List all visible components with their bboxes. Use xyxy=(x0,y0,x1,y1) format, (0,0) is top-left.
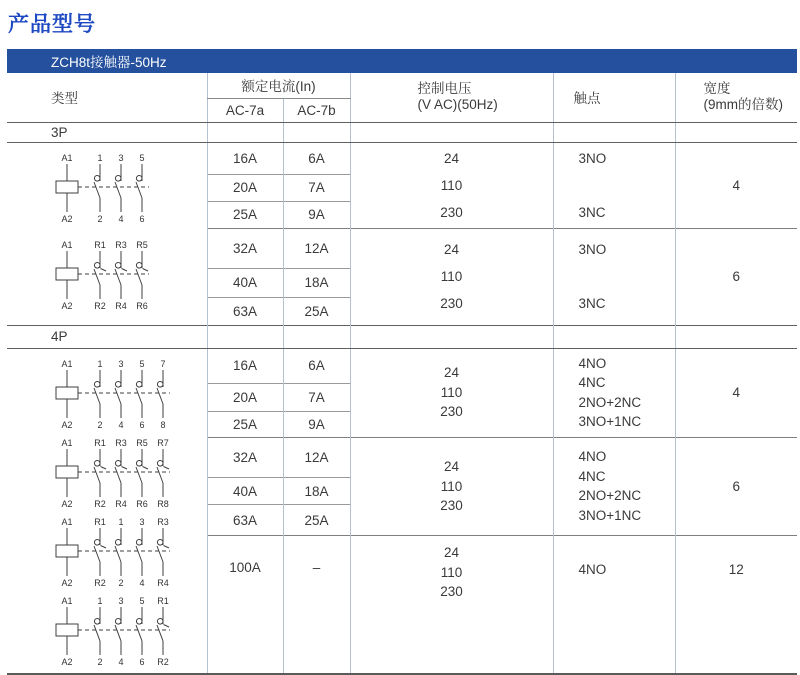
nc-contact-hook xyxy=(157,539,163,545)
pole-terminal-label: R6 xyxy=(136,498,148,509)
pole-terminal-label: R1 xyxy=(94,239,106,250)
width-header-line1: 宽度 xyxy=(703,81,731,97)
section-label: 4P xyxy=(7,325,207,348)
cell-ac7b-value: 12A xyxy=(283,437,350,478)
cell-control-voltages: 24 110 230 xyxy=(350,142,553,228)
pole-terminal-label: 5 xyxy=(139,595,145,606)
pole-terminal-label: 1 xyxy=(97,358,103,369)
section-empty-cell xyxy=(553,122,675,142)
coil-terminal-label: A1 xyxy=(61,437,73,448)
pole-terminal-label: 2 xyxy=(97,656,103,667)
col-header-control-voltage xyxy=(350,73,553,122)
pole-terminal-label: 1 xyxy=(97,152,103,163)
cell-ac7b-value: 6A xyxy=(283,348,350,383)
product-band-title: ZCH8t接触器-50Hz xyxy=(51,55,167,70)
col-header-type: 类型 xyxy=(7,73,207,122)
col-header-ac7b: AC-7b xyxy=(283,98,350,122)
coil-terminal-label: A1 xyxy=(61,516,73,527)
pole-terminal-label: R2 xyxy=(94,498,106,509)
section-empty-cell xyxy=(283,325,350,348)
pole-terminal-label: R8 xyxy=(157,498,169,509)
spec-table-body xyxy=(7,122,797,674)
nc-contact-hook xyxy=(136,460,142,466)
pole-terminal-label: 4 xyxy=(118,213,124,224)
cell-ac7a-value: 25A xyxy=(207,201,283,228)
pole-terminal-label: 6 xyxy=(139,419,145,430)
cell-ac7a-value: 25A xyxy=(207,411,283,437)
pole-terminal-label: R2 xyxy=(157,656,169,667)
no-contact-hook xyxy=(136,539,142,545)
nc-contact-hook xyxy=(157,460,163,466)
cell-ac7b-value: 12A xyxy=(283,228,350,268)
pole-terminal-label: R4 xyxy=(115,498,127,509)
pole-terminal-label: 3 xyxy=(118,152,124,163)
cell-ac7b-value: – xyxy=(283,536,350,674)
pole-terminal-label: R1 xyxy=(94,516,106,527)
section-empty-cell xyxy=(350,325,553,348)
no-contact-hook xyxy=(115,539,121,545)
pole-terminal-label: 6 xyxy=(139,656,145,667)
pole-terminal-label: 1 xyxy=(118,516,124,527)
cell-ac7b-value: 25A xyxy=(283,505,350,536)
coil-terminal-label: A2 xyxy=(61,213,73,224)
section-empty-cell xyxy=(283,122,350,142)
coil-symbol xyxy=(56,387,78,399)
control-voltage-line1: 控制电压 xyxy=(417,81,472,97)
pole-terminal-label: R4 xyxy=(157,577,169,588)
section-row-4P xyxy=(7,325,797,348)
col-header-width xyxy=(675,73,797,122)
coil-symbol xyxy=(56,624,78,636)
spec-table xyxy=(7,73,797,675)
pole-terminal-label: 2 xyxy=(118,577,124,588)
cell-width-multiple: 4 xyxy=(675,348,797,437)
col-header-contacts: 触点 xyxy=(553,73,675,122)
coil-symbol xyxy=(56,268,78,280)
pole-terminal-label: R3 xyxy=(115,437,127,448)
page-title: 产品型号 xyxy=(8,13,96,36)
pole-terminal-label: R2 xyxy=(94,300,106,311)
cell-control-voltages: 24 110 230 xyxy=(350,348,553,437)
pole-terminal-label: R7 xyxy=(157,437,169,448)
coil-symbol xyxy=(56,466,78,478)
pole-terminal-label: 5 xyxy=(139,358,145,369)
type-diagrams-cell xyxy=(7,142,207,325)
width-header-line2: (9mm的倍数) xyxy=(703,97,783,113)
pole-terminal-label: 8 xyxy=(160,419,166,430)
section-row-3P xyxy=(7,122,797,142)
no-contact-hook xyxy=(136,175,142,181)
contactor-circuit-diagram xyxy=(53,594,175,668)
data-row xyxy=(7,142,797,174)
no-contact-hook xyxy=(136,618,142,624)
pole-terminal-label: 3 xyxy=(118,595,124,606)
pole-terminal-label: R3 xyxy=(157,516,169,527)
section-empty-cell xyxy=(675,325,797,348)
section-empty-cell xyxy=(675,122,797,142)
section-empty-cell xyxy=(350,122,553,142)
no-contact-hook xyxy=(115,618,121,624)
pole-terminal-label: 3 xyxy=(118,358,124,369)
pole-terminal-label: 2 xyxy=(97,419,103,430)
contactor-circuit-diagram xyxy=(53,151,154,225)
pole-terminal-label: 4 xyxy=(118,656,124,667)
pole-terminal-label: R6 xyxy=(136,300,148,311)
col-header-ac7a: AC-7a xyxy=(207,98,283,122)
pole-terminal-label: R1 xyxy=(94,437,106,448)
cell-ac7b-value: 6A xyxy=(283,142,350,174)
cell-ac7b-value: 7A xyxy=(283,174,350,201)
pole-terminal-label: 1 xyxy=(97,595,103,606)
product-band xyxy=(7,49,797,73)
section-empty-cell xyxy=(553,325,675,348)
pole-terminal-label: R1 xyxy=(157,595,169,606)
coil-terminal-label: A2 xyxy=(61,656,73,667)
cell-ac7a-value: 16A xyxy=(207,348,283,383)
nc-contact-hook xyxy=(94,262,100,268)
cell-ac7b-value: 7A xyxy=(283,383,350,411)
pole-terminal-label: R4 xyxy=(115,300,127,311)
pole-terminal-label: 7 xyxy=(160,358,166,369)
coil-terminal-label: A2 xyxy=(61,577,73,588)
cell-width-multiple: 4 xyxy=(675,142,797,228)
pole-terminal-label: 4 xyxy=(118,419,124,430)
cell-ac7b-value: 25A xyxy=(283,297,350,325)
no-contact-hook xyxy=(115,175,121,181)
coil-terminal-label: A2 xyxy=(61,419,73,430)
coil-symbol xyxy=(56,181,78,193)
cell-ac7b-value: 9A xyxy=(283,201,350,228)
control-voltage-line2: (V AC)(50Hz) xyxy=(417,97,498,113)
cell-ac7a-value: 32A xyxy=(207,437,283,478)
contactor-circuit-diagram xyxy=(53,238,154,312)
contactor-circuit-diagram xyxy=(53,515,175,589)
pole-terminal-label: 4 xyxy=(139,577,145,588)
pole-terminal-label: R2 xyxy=(94,577,106,588)
pole-terminal-label: R5 xyxy=(136,437,148,448)
cell-ac7a-value: 20A xyxy=(207,174,283,201)
contactor-circuit-diagram xyxy=(53,357,175,431)
no-contact-hook xyxy=(157,381,163,387)
pole-terminal-label: 6 xyxy=(139,213,145,224)
data-row xyxy=(7,348,797,383)
cell-ac7a-value: 20A xyxy=(207,383,283,411)
cell-control-voltages: 24 110 230 xyxy=(350,437,553,536)
cell-width-multiple: 6 xyxy=(675,228,797,325)
col-header-rated-current: 额定电流(In) xyxy=(207,73,350,98)
no-contact-hook xyxy=(94,175,100,181)
cell-ac7b-value: 9A xyxy=(283,411,350,437)
nc-contact-hook xyxy=(157,618,163,624)
section-label: 3P xyxy=(7,122,207,142)
cell-contact-configs: 4NO 4NC 2NO+2NC 3NO+1NC xyxy=(553,437,675,536)
cell-ac7a-value: 63A xyxy=(207,297,283,325)
cell-control-voltages: 24 110 230 xyxy=(350,228,553,325)
coil-terminal-label: A2 xyxy=(61,300,73,311)
coil-terminal-label: A1 xyxy=(61,239,73,250)
cell-contact-configs: 4NO 4NC 2NO+2NC 3NO+1NC xyxy=(553,348,675,437)
cell-ac7a-value: 100A xyxy=(207,536,283,674)
pole-terminal-label: 5 xyxy=(139,152,145,163)
coil-symbol xyxy=(56,545,78,557)
pole-terminal-label: 2 xyxy=(97,213,103,224)
section-empty-cell xyxy=(207,325,283,348)
coil-terminal-label: A1 xyxy=(61,152,73,163)
no-contact-hook xyxy=(94,381,100,387)
nc-contact-hook xyxy=(94,539,100,545)
cell-contact-configs: 4NO xyxy=(553,536,675,674)
section-empty-cell xyxy=(207,122,283,142)
cell-ac7b-value: 18A xyxy=(283,268,350,297)
no-contact-hook xyxy=(94,618,100,624)
cell-contact-configs: 3NO 3NC xyxy=(553,142,675,228)
cell-control-voltages: 24 110 230 xyxy=(350,536,553,674)
pole-terminal-label: R5 xyxy=(136,239,148,250)
nc-contact-hook xyxy=(136,262,142,268)
type-diagrams-cell xyxy=(7,348,207,674)
coil-terminal-label: A2 xyxy=(61,498,73,509)
coil-terminal-label: A1 xyxy=(61,358,73,369)
cell-ac7a-value: 63A xyxy=(207,505,283,536)
nc-contact-hook xyxy=(115,460,121,466)
cell-ac7b-value: 18A xyxy=(283,478,350,505)
cell-ac7a-value: 40A xyxy=(207,478,283,505)
pole-terminal-label: 3 xyxy=(139,516,145,527)
pole-terminal-label: R3 xyxy=(115,239,127,250)
no-contact-hook xyxy=(115,381,121,387)
cell-width-multiple: 12 xyxy=(675,536,797,674)
cell-ac7a-value: 32A xyxy=(207,228,283,268)
contactor-circuit-diagram xyxy=(53,436,175,510)
cell-contact-configs: 3NO 3NC xyxy=(553,228,675,325)
nc-contact-hook xyxy=(115,262,121,268)
cell-width-multiple: 6 xyxy=(675,437,797,536)
nc-contact-hook xyxy=(94,460,100,466)
cell-ac7a-value: 16A xyxy=(207,142,283,174)
coil-terminal-label: A1 xyxy=(61,595,73,606)
no-contact-hook xyxy=(136,381,142,387)
cell-ac7a-value: 40A xyxy=(207,268,283,297)
